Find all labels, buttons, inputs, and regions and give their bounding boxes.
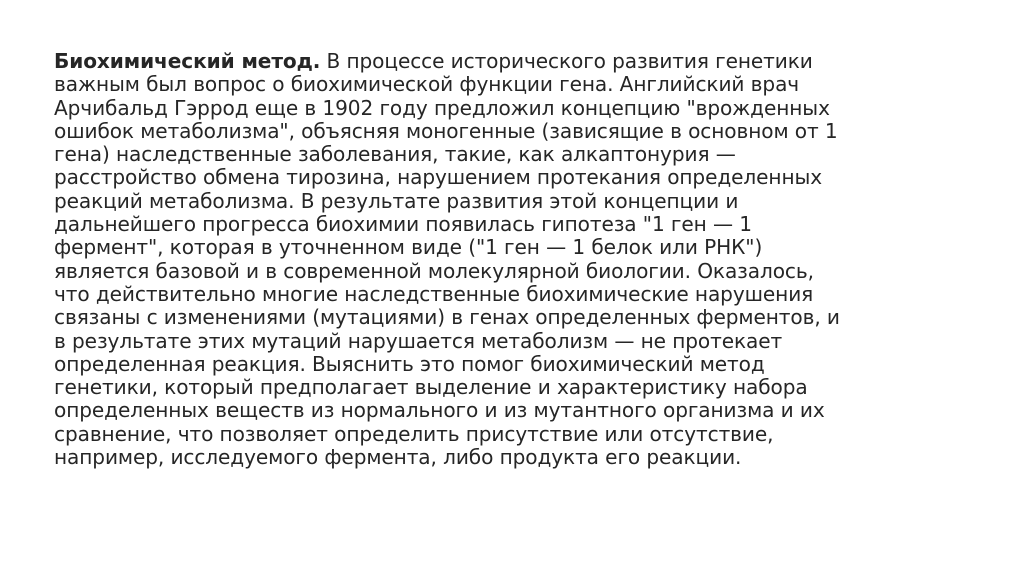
text-line-14: определенная реакция. Выяснить это помог биохимический метод (54, 351, 765, 376)
text-line-16: определенных веществ из нормального и из мутантного организма и их (54, 398, 825, 423)
text-line-3: Арчибальд Гэррод еще в 1902 году предложил концепцию "врожденных (54, 95, 830, 120)
text-line-17: сравнение, что позволяет определить присутствие или отсутствие, (54, 421, 774, 446)
text-line-9: фермент", которая в уточненном виде ("1 ген — 1 белок или РНК") (54, 235, 763, 260)
text-line-5: гена) наследственные заболевания, такие, как алкаптонурия — (54, 142, 736, 167)
text-line-11: что действительно многие наследственные биохимические нарушения (54, 281, 814, 306)
text-line-2: важным был вопрос о биохимической функции гена. Английский врач (54, 72, 800, 97)
text-line-12: связаны с изменениями (мутациями) в генах определенных ферментов, и (54, 305, 840, 330)
text-line-8: дальнейшего прогресса биохимии появилась гипотеза "1 ген — 1 (54, 212, 752, 237)
text-line-6: расстройство обмена тирозина, нарушением протекания определенных (54, 165, 823, 190)
text-line-10: является базовой и в современной молекулярной биологии. Оказалось, (54, 258, 814, 283)
section-heading: Биохимический метод. (54, 49, 321, 73)
text-line-15: генетики, который предполагает выделение и характеристику набора (54, 375, 808, 400)
text-line-7: реакций метаболизма. В результате развития этой концепции и (54, 188, 739, 213)
text-line-13: в результате этих мутаций нарушается метаболизм — не протекает (54, 328, 783, 353)
text-line-1-rest: В процессе исторического развития генетики (320, 49, 813, 73)
body-paragraph (54, 50, 954, 469)
text-line-4: ошибок метаболизма", объясняя моногенные (зависящие в основном от 1 (54, 118, 838, 143)
text-line-18: например, исследуемого фермента, либо продукта его реакции. (54, 445, 742, 470)
text-line-1 (54, 50, 954, 73)
